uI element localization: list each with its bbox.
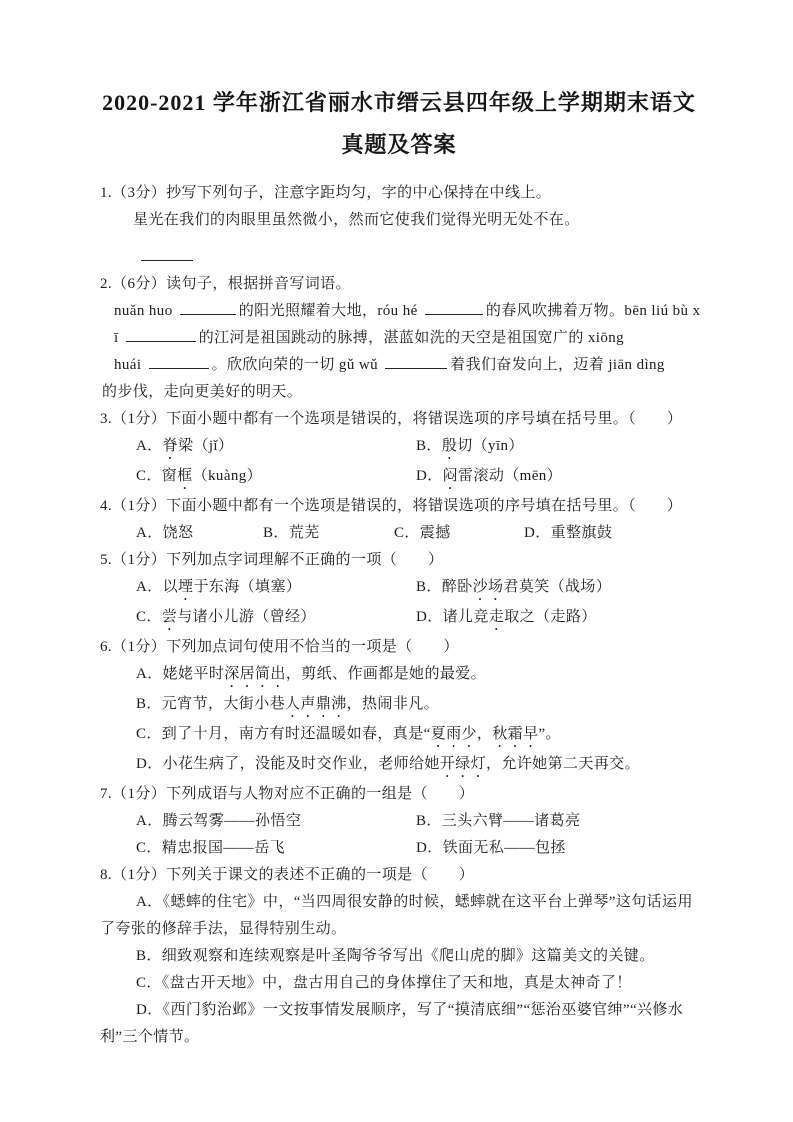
questions-list <box>100 180 701 1051</box>
emphasized-text: 脊 <box>162 438 179 454</box>
question-6-option-D: D．小花生病了，没能及时交作业，老师给她开绿灯，允许她第二天再交。 <box>136 756 641 772</box>
question-3-option-D: D．闷雷滚动（mēn） <box>416 468 563 484</box>
question-3-option-B: B．殷切（yīn） <box>416 438 524 454</box>
answer-blank <box>149 353 209 369</box>
emphasized-text: 尝 <box>161 609 178 625</box>
question-2-stem: 2.（6分）读句子，根据拼音写词语。 <box>100 276 351 292</box>
page-title <box>90 82 708 166</box>
answer-blank <box>180 299 236 315</box>
question-7-option-B: B．三头六臂——诸葛亮 <box>416 813 581 829</box>
question-4-option-D: D．重整旗鼓 <box>524 525 613 541</box>
question-4-options <box>136 520 698 547</box>
question-4-option-A: A．饶怒 <box>136 525 194 541</box>
question-6 <box>100 634 698 781</box>
question-3-option-A: A．脊梁（jǐ） <box>136 438 234 454</box>
question-6-option-C: C．到了十月，南方有时还温暖如春，真是“夏雨少，秋霜早”。 <box>136 726 561 742</box>
question-1-line-2 <box>100 244 698 271</box>
question-3-option-C: C．窗框（kuàng） <box>136 468 263 484</box>
question-6-stem: 6.（1分）下列加点词句使用不恰当的一项是（ ） <box>100 639 459 655</box>
emphasized-text: 堙 <box>178 579 194 595</box>
question-7-option-C: C．精忠报国——岳飞 <box>136 840 286 856</box>
question-5-option-A: A．以堙于东海（填塞） <box>136 579 302 595</box>
question-5-options <box>136 574 698 634</box>
page-title-line1: 2020-2021 学年浙江省丽水市缙云县四年级上学期期末语文 <box>102 90 696 115</box>
question-3-stem: 3.（1分）下面小题中都有一个选项是错误的，将错误选项的序号填在括号里。（ ） <box>100 411 683 427</box>
emphasized-text: 走 <box>488 609 505 625</box>
question-1-line-1: 星光在我们的肉眼里虽然微小，然而它使我们觉得光明无处不在。 <box>133 212 580 228</box>
question-5-option-D: D．诸儿竞走取之（走路） <box>416 609 597 625</box>
emphasized-text: 框 <box>177 468 193 484</box>
question-2 <box>100 271 701 406</box>
answer-blank <box>425 299 483 315</box>
question-1 <box>100 180 698 271</box>
question-8-option-B: B．细致观察和连续观察是叶圣陶爷爷写出《爬山虎的脚》这篇美文的关键。 <box>136 948 655 964</box>
page-title-line2: 真题及答案 <box>341 132 457 157</box>
question-6-option-B: B．元宵节，大街小巷人声鼎沸，热闹非凡。 <box>136 696 440 712</box>
question-4-option-C: C．震撼 <box>394 525 451 541</box>
question-3 <box>100 406 698 493</box>
question-7-options <box>136 808 698 862</box>
question-3-options <box>136 433 698 493</box>
answer-blank <box>385 353 447 369</box>
emphasized-text: 开绿灯 <box>439 756 487 772</box>
question-2-line-4: 的步伐，走向更美好的明天。 <box>102 384 303 400</box>
question-4-stem: 4.（1分）下面小题中都有一个选项是错误的，将错误选项的序号填在括号里。（ ） <box>100 498 683 514</box>
emphasized-text: 人声鼎沸 <box>285 696 347 712</box>
question-4 <box>100 493 698 547</box>
question-2-line-2: ī 的江河是祖国跳动的脉搏，湛蓝如洗的天空是祖国宽广的 xiōng <box>100 325 698 352</box>
question-2-line-3: huái 。欣欣向荣的一切 gǔ wǔ 着我们奋发向上，迈着 jiān dìng <box>100 352 698 379</box>
question-8-option-D: D．《西门豹治邺》一文按事情发展顺序，写了“摸清底细”“惩治巫婆官绅”“兴修水利”三个情节。 <box>100 1002 684 1045</box>
question-5-stem: 5.（1分）下列加点字词理解不正确的一项（ ） <box>100 552 444 568</box>
question-8 <box>100 862 698 1051</box>
question-8-stem: 8.（1分）下列关于课文的表述不正确的一项是（ ） <box>100 867 475 883</box>
question-8-option-C: C．《盘古开天地》中，盘古用自己的身体撑住了天和地，真是太神奇了！ <box>136 975 632 991</box>
question-2-line-1: nuǎn huo 的阳光照耀着大地，róu hé 的春风吹拂着万物。bēn liú bù x <box>100 298 698 325</box>
answer-blank <box>141 245 193 261</box>
emphasized-text: 秋霜早 <box>492 726 539 742</box>
question-4-option-B: B．荒芜 <box>263 525 320 541</box>
question-7-option-A: A．腾云驾雾——孙悟空 <box>136 813 302 829</box>
emphasized-text: 沙场 <box>472 579 504 595</box>
question-8-option-A: A．《蟋蟀的住宅》中，“当四周很安静的时候，蟋蟀就在这平台上弹琴”这句话运用了夸张的修辞手法，显得特别生动。 <box>100 894 693 937</box>
question-7-option-D: D．铁面无私——包拯 <box>416 840 566 856</box>
emphasized-text: 殷 <box>441 438 458 454</box>
question-5-option-B: B．醉卧沙场君莫笑（战场） <box>416 579 612 595</box>
emphasized-text: 深居简出 <box>224 666 286 682</box>
answer-blank <box>126 326 196 342</box>
emphasized-text: 闷 <box>442 468 459 484</box>
question-1-stem: 1.（3分）抄写下列句子，注意字距均匀，字的中心保持在中线上。 <box>100 185 552 201</box>
emphasized-text: 夏雨少 <box>430 726 477 742</box>
question-7 <box>100 781 698 862</box>
question-5 <box>100 547 698 634</box>
question-7-stem: 7.（1分）下列成语与人物对应不正确的一组是（ ） <box>100 786 475 802</box>
question-6-option-A: A．姥姥平时深居简出，剪纸、作画都是她的最爱。 <box>136 666 487 682</box>
question-5-option-C: C．尝与诸小儿游（曾经） <box>136 609 316 625</box>
